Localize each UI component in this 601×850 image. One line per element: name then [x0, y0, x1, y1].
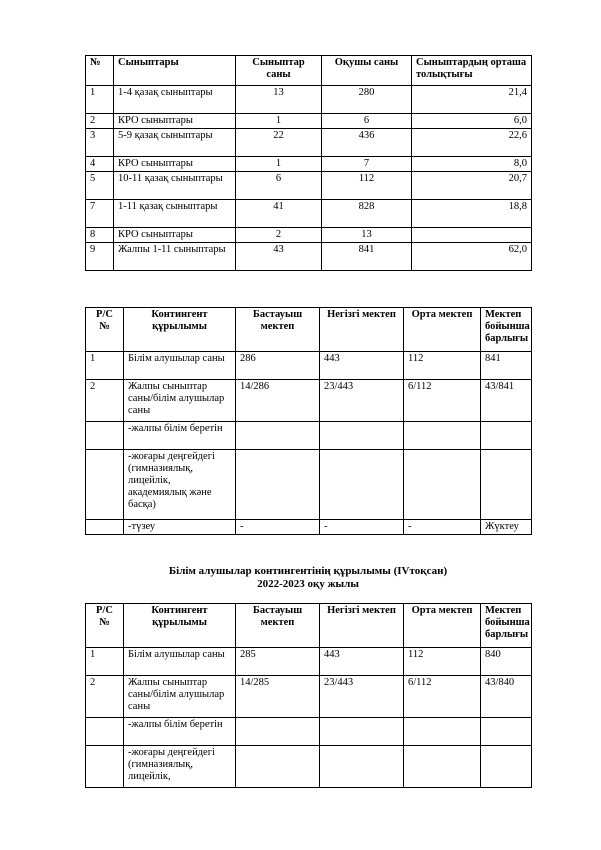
- table-row: [86, 450, 532, 520]
- table-cell: 22,6: [412, 129, 532, 157]
- header-cell: Орта мектеп: [404, 308, 481, 352]
- table-cell: 9: [86, 243, 114, 271]
- table-cell: [404, 450, 481, 520]
- header-cell: Сыныптары: [114, 56, 236, 86]
- header-cell: Сыныптар саны: [236, 56, 322, 86]
- table-cell: 1-4 қазақ сыныптары: [114, 86, 236, 114]
- table-cell: [404, 718, 481, 746]
- table-cell: 2: [86, 114, 114, 129]
- table-header-row: [86, 604, 532, 648]
- table-cell: КРО сыныптары: [114, 114, 236, 129]
- table-cell: 6/112: [404, 676, 481, 718]
- table-cell: 112: [404, 648, 481, 676]
- section-subtitle-line: 2022-2023 оқу жылы: [257, 578, 359, 591]
- table-cell: 2: [86, 380, 124, 422]
- table-header-row: [86, 308, 532, 352]
- table-cell: -түзеу: [124, 520, 236, 535]
- table-cell: [236, 746, 320, 788]
- header-cell: Негізгі мектеп: [320, 308, 404, 352]
- table-cell: 280: [322, 86, 412, 114]
- table-cell: 1: [86, 648, 124, 676]
- table-cell: 112: [404, 352, 481, 380]
- section-title-line: Білім алушылар контингентінің құрылымы (IVтоқсан): [168, 565, 448, 577]
- table-row: [86, 129, 532, 157]
- table-cell: 43/840: [481, 676, 532, 718]
- table-row: [86, 157, 532, 172]
- table-cell: 10-11 қазақ сыныптары: [114, 172, 236, 200]
- table-cell: 1: [236, 157, 322, 172]
- table-cell: -: [404, 520, 481, 535]
- table-cell: -жоғары деңгейдегі (гимназиялық, лицейлік,: [124, 746, 236, 788]
- table-row: [86, 243, 532, 271]
- table-cell: 443: [320, 648, 404, 676]
- header-cell: Мектеп бойынша барлығы: [481, 308, 532, 352]
- table-cell: 20,7: [412, 172, 532, 200]
- table-cell: 436: [322, 129, 412, 157]
- table-cell: [320, 718, 404, 746]
- table-cell: 43: [236, 243, 322, 271]
- table-cell: 13: [236, 86, 322, 114]
- header-cell: Контингент құрылымы: [124, 604, 236, 648]
- table-cell: 7: [322, 157, 412, 172]
- table-row: [86, 172, 532, 200]
- table-cell: 2: [236, 228, 322, 243]
- table-cell: 8: [86, 228, 114, 243]
- table-cell: [86, 450, 124, 520]
- table-cell: 285: [236, 648, 320, 676]
- table-cell: [86, 718, 124, 746]
- table-cell: КРО сыныптары: [114, 157, 236, 172]
- table-cell: [86, 422, 124, 450]
- table-cell: 14/286: [236, 380, 320, 422]
- table-cell: 6: [236, 172, 322, 200]
- table-cell: 41: [236, 200, 322, 228]
- table-cell: [481, 450, 532, 520]
- table-cell: 8,0: [412, 157, 532, 172]
- table-cell: -жалпы білім беретін: [124, 718, 236, 746]
- table-cell: 2: [86, 676, 124, 718]
- table-cell: 1: [86, 352, 124, 380]
- table-cell: -жоғары деңгейдегі (гимназиялық, лицейлік, академиялық және басқа): [124, 450, 236, 520]
- header-cell: Р/С №: [86, 308, 124, 352]
- table-cell: [320, 422, 404, 450]
- header-cell: Орта мектеп: [404, 604, 481, 648]
- section-title: [85, 565, 531, 591]
- table-cell: [320, 450, 404, 520]
- table-cell: -жалпы білім беретін: [124, 422, 236, 450]
- header-cell: Бастауыш мектеп: [236, 604, 320, 648]
- table-cell: [236, 450, 320, 520]
- table-cell: 23/443: [320, 676, 404, 718]
- table-row: [86, 718, 532, 746]
- table-cell: 13: [322, 228, 412, 243]
- table-row: [86, 114, 532, 129]
- table-cell: Білім алушылар саны: [124, 352, 236, 380]
- table-cell: [86, 746, 124, 788]
- table-cell: 841: [322, 243, 412, 271]
- header-cell: Сыныптардың орташа толықтығы: [412, 56, 532, 86]
- table-row: [86, 86, 532, 114]
- table-cell: 6,0: [412, 114, 532, 129]
- table-cell: 841: [481, 352, 532, 380]
- table-cell: 23/443: [320, 380, 404, 422]
- table-cell: 840: [481, 648, 532, 676]
- table-cell: 7: [86, 200, 114, 228]
- table-cell: 3: [86, 129, 114, 157]
- table-header-row: [86, 56, 532, 86]
- table-cell: 4: [86, 157, 114, 172]
- table-cell: Жалпы 1-11 сыныптары: [114, 243, 236, 271]
- table-cell: 5: [86, 172, 114, 200]
- contingent-structure-q4-table: [85, 603, 532, 788]
- header-cell: Бастауыш мектеп: [236, 308, 320, 352]
- table-cell: [481, 718, 532, 746]
- table-cell: 62,0: [412, 243, 532, 271]
- table-row: [86, 200, 532, 228]
- table-row: [86, 648, 532, 676]
- table-row: [86, 676, 532, 718]
- table-cell: 5-9 қазақ сыныптары: [114, 129, 236, 157]
- table-cell: [481, 422, 532, 450]
- table-cell: 18,8: [412, 200, 532, 228]
- table-cell: 112: [322, 172, 412, 200]
- table-cell: 1: [86, 86, 114, 114]
- table-cell: -: [236, 520, 320, 535]
- table-cell: [236, 718, 320, 746]
- table-row: [86, 520, 532, 535]
- table-cell: 1-11 қазақ сыныптары: [114, 200, 236, 228]
- contingent-structure-table: [85, 307, 532, 535]
- table-cell: Жүктеу: [481, 520, 532, 535]
- header-cell: Негізгі мектеп: [320, 604, 404, 648]
- header-cell: Контингент құрылымы: [124, 308, 236, 352]
- table-row: [86, 352, 532, 380]
- table-cell: Жалпы сыныптар саны/білім алушылар саны: [124, 676, 236, 718]
- table-cell: 443: [320, 352, 404, 380]
- table-cell: 6/112: [404, 380, 481, 422]
- table-cell: [481, 746, 532, 788]
- table-row: [86, 380, 532, 422]
- table-cell: 43/841: [481, 380, 532, 422]
- table-cell: 6: [322, 114, 412, 129]
- table-cell: 1: [236, 114, 322, 129]
- header-cell: Оқушы саны: [322, 56, 412, 86]
- table-cell: [404, 422, 481, 450]
- table-cell: [236, 422, 320, 450]
- table-cell: Жалпы сыныптар саны/білім алушылар саны: [124, 380, 236, 422]
- table-cell: [404, 746, 481, 788]
- table-cell: 22: [236, 129, 322, 157]
- header-cell: №: [86, 56, 114, 86]
- table-row: [86, 746, 532, 788]
- table-cell: 828: [322, 200, 412, 228]
- table-cell: 14/285: [236, 676, 320, 718]
- table-cell: [320, 746, 404, 788]
- table-cell: -: [320, 520, 404, 535]
- table-row: [86, 228, 532, 243]
- table-cell: Білім алушылар саны: [124, 648, 236, 676]
- header-cell: Мектеп бойынша барлығы: [481, 604, 532, 648]
- table-cell: КРО сыныптары: [114, 228, 236, 243]
- table-cell: [412, 228, 532, 243]
- table-cell: 21,4: [412, 86, 532, 114]
- header-cell: Р/С №: [86, 604, 124, 648]
- table-cell: 286: [236, 352, 320, 380]
- table-row: [86, 422, 532, 450]
- class-summary-table: [85, 55, 532, 271]
- table-cell: [86, 520, 124, 535]
